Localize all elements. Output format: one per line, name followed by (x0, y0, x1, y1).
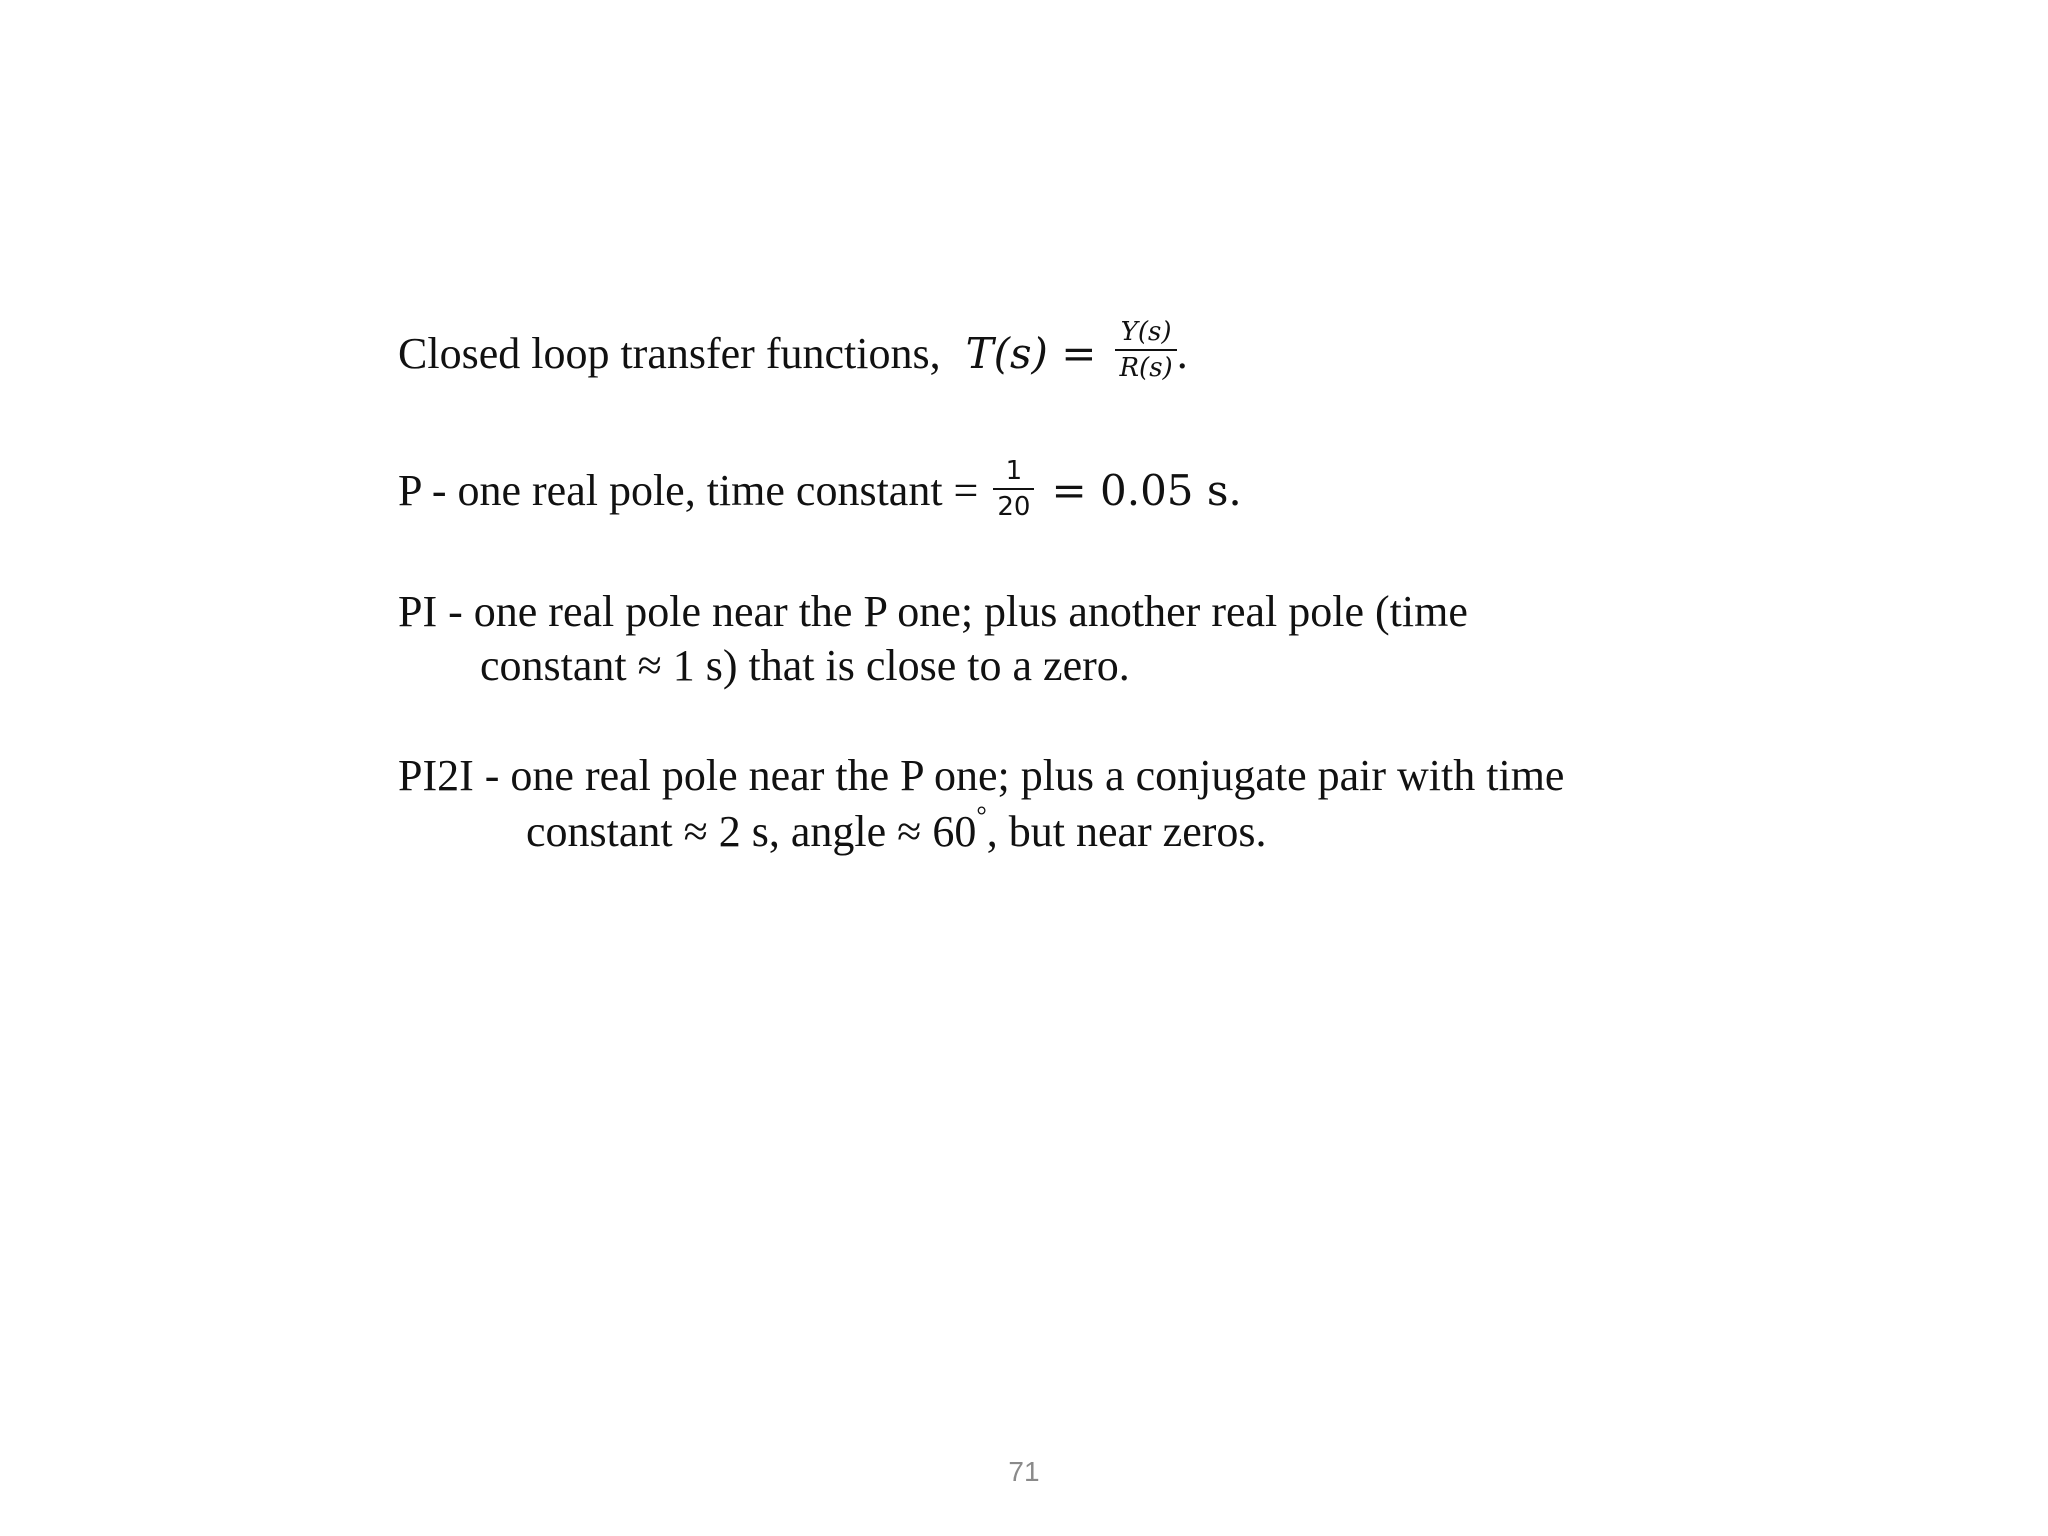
fraction-numerator: Y(s) (1120, 317, 1172, 347)
closed-loop-line (398, 317, 1188, 391)
transfer-function-lhs: T(s) = (965, 329, 1097, 379)
pi-line-2: constant ≈ 1 s) that is close to a zero. (480, 641, 1130, 690)
pi2i-line-2-end: , but near zeros. (986, 807, 1267, 856)
p-text: P - one real pole, time constant = (398, 466, 979, 516)
pi2i-line-2 (526, 801, 1267, 856)
pi2i-line-1: PI2I - one real pole near the P one; plus a conjugate pair with time (398, 751, 1565, 800)
fraction-bar (993, 488, 1034, 490)
transfer-function-fraction (1115, 317, 1176, 383)
page-number: 71 (1008, 1456, 1040, 1487)
fraction-denominator: R(s) (1119, 353, 1173, 383)
fraction-numerator: 1 (1005, 456, 1023, 486)
fraction-denominator: 20 (997, 492, 1031, 522)
pi-line-1: PI - one real pole near the P one; plus another real pole (time (398, 587, 1468, 636)
degree-symbol: ° (976, 801, 987, 830)
p-line (398, 456, 1242, 528)
time-constant-result: = 0.05 s. (1051, 466, 1242, 516)
time-constant-fraction (993, 456, 1034, 522)
closed-loop-text: Closed loop transfer functions, (398, 329, 941, 379)
pi2i-line-2-start: constant ≈ 2 s, angle ≈ 60 (526, 807, 977, 856)
fraction-bar (1115, 349, 1176, 351)
closed-loop-period: . (1176, 329, 1188, 379)
